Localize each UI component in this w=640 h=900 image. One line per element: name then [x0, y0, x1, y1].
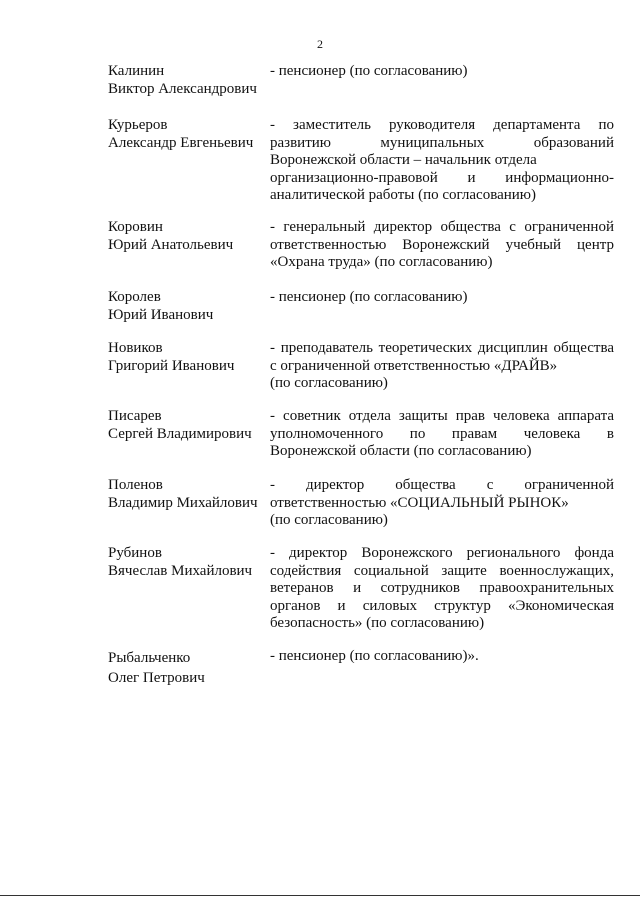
member-name [108, 477, 268, 512]
role-line: «Охрана труда» (по согласованию) [270, 254, 493, 270]
member-name-patronymic: Владимир Михайлович [108, 494, 258, 511]
member-role [270, 648, 614, 666]
role-line: - пенсионер (по согласованию) [270, 63, 468, 79]
member-surname: Поленов [108, 477, 163, 493]
member-role [270, 63, 614, 81]
member-name-patronymic: Александр Евгеньевич [108, 134, 254, 151]
member-name-patronymic: Виктор Александрович [108, 80, 257, 97]
member-role [270, 117, 614, 205]
role-line: - генеральный директор общества с ограниченной [270, 219, 614, 235]
member-surname: Новиков [108, 340, 163, 356]
role-line: уполномоченного по правам человека в [270, 425, 614, 442]
member-name [108, 289, 268, 324]
role-line: аналитической работы (по согласованию) [270, 187, 537, 203]
member-surname: Коровин [108, 219, 163, 235]
role-line: - советник отдела защиты прав человека аппарата [270, 408, 614, 424]
role-line: (по согласованию) [270, 375, 388, 391]
role-line: ветеранов и сотрудников правоохранительных [270, 580, 614, 596]
role-line: организационно-правовой и информационно- [270, 169, 614, 186]
role-line: - пенсионер (по согласованию) [270, 289, 468, 305]
role-line: (по согласованию) [270, 512, 388, 528]
member-name [108, 117, 268, 152]
role-line: Воронежской области – начальник отдела [270, 152, 537, 168]
role-line: ответственностью Воронежский учебный центр [270, 236, 614, 253]
member-name-patronymic: Вячеслав Михайлович [108, 562, 253, 579]
member-role [270, 289, 614, 307]
member-surname: Рубинов [108, 545, 162, 561]
member-name-patronymic: Григорий Иванович [108, 357, 235, 374]
role-line: - директор Воронежского регионального фонда [270, 545, 614, 561]
role-line: развитию муниципальных образований [270, 134, 614, 151]
member-surname: Курьеров [108, 117, 168, 133]
role-line: - пенсионер (по согласованию)». [270, 648, 479, 664]
role-line: ответственностью «СОЦИАЛЬНЫЙ РЫНОК» [270, 494, 569, 511]
member-role [270, 219, 614, 272]
member-name-patronymic: Олег Петрович [108, 670, 205, 686]
page-number: 2 [317, 37, 323, 51]
role-line: с ограниченной ответственностью «ДРАЙВ» [270, 357, 558, 374]
member-name [108, 545, 268, 580]
member-name [108, 219, 268, 254]
member-surname: Королев [108, 289, 161, 305]
member-role [270, 477, 614, 530]
member-role [270, 340, 614, 393]
member-role [270, 408, 614, 461]
role-line: Воронежской области (по согласованию) [270, 443, 532, 459]
role-line: содействия социальной защите военнослужащих, [270, 562, 614, 579]
member-name-patronymic: Юрий Иванович [108, 306, 214, 323]
role-line: безопасность» (по согласованию) [270, 615, 485, 631]
role-line: органов и силовых структур «Экономическая [270, 597, 614, 614]
member-surname: Рыбальченко [108, 650, 191, 666]
member-name [108, 648, 268, 688]
role-line: - заместитель руководителя департамента по [270, 117, 614, 133]
member-name [108, 63, 268, 98]
member-surname: Писарев [108, 408, 162, 424]
member-surname: Калинин [108, 63, 165, 79]
member-name-patronymic: Сергей Владимирович [108, 425, 252, 442]
member-name-patronymic: Юрий Анатольевич [108, 236, 234, 253]
member-name [108, 408, 268, 443]
member-role [270, 545, 614, 633]
member-name [108, 340, 268, 375]
role-line: - директор общества с ограниченной [270, 477, 614, 493]
page-bottom-rule [0, 895, 640, 896]
role-line: - преподаватель теоретических дисциплин общества [270, 340, 614, 356]
